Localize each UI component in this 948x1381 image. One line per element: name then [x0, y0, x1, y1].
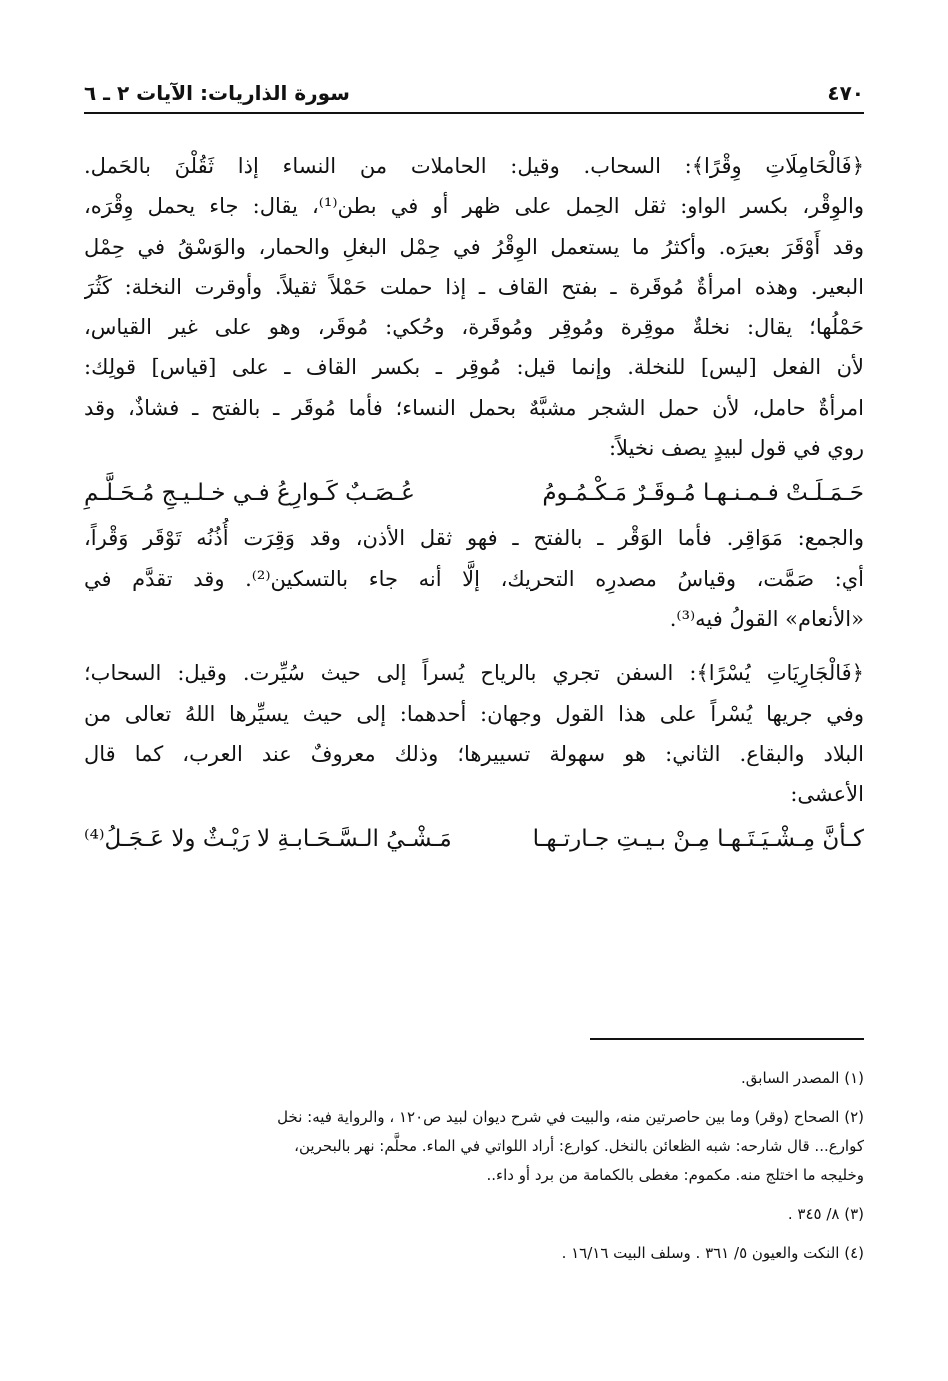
footnote-continuation: كوارع... قال شارحه: شبه الظعائن بالنخل. كوارع: أراد اللواتي في الماء. محلَّم: نهر بالبحرين، [294, 1137, 864, 1155]
text-line: والوِقْر، بكسر الواو: ثقل الحِمل على ظهر أو في بطن⁽¹⁾، يقال: جاء يحمل وِقْرَه، [84, 194, 864, 219]
running-header [84, 76, 864, 110]
main-text [84, 146, 864, 864]
poetry-verse [84, 468, 864, 518]
footnote: (٣) ٨/ ٣٤٥ . [787, 1205, 864, 1223]
text-line: ﴿فَالْجَارِيَاتِ يُسْرًا﴾: السفن تجري بالرياح يُسراً إلى حيث سُيِّرت. وقيل: السحاب؛ [84, 661, 864, 686]
text-line: وقد أَوْقَرَ بعيرَه. وأكثرُ ما يستعمل الوِقْرُ في حِمْل البغلِ والحمار، والوَسْقُ في حِمْل [84, 234, 864, 259]
footnotes [84, 1064, 864, 1268]
text-line: البلاد والبقاع. الثاني: هو سهولة تسييرها؛ وذلك معروفٌ عند العرب، كما قال [84, 741, 864, 766]
running-title: سورة الذاريات: الآيات ٢ ـ ٦ [84, 81, 350, 105]
text-line: امرأةٌ حامل، لأن حمل الشجر مشبَّهٌ بحمل النساء؛ فأما مُوقَر ـ بالفتح ـ فشاذٌ، وقد [84, 395, 864, 420]
footnote: (٢) الصحاح (وقر) وما بين حاصرتين منه، والبيت في شرح ديوان لبيد ص١٢٠ ، والرواية فيه: نخل [277, 1108, 864, 1126]
poetry-verse [84, 814, 864, 864]
footnote: (٤) النكت والعيون ٥/ ٣٦١ . وسلف البيت ١٦/١٦ . [561, 1244, 864, 1262]
verse-hemistich-first: كـأنَّ مِـشْـيَـتَـهـا مِـنْ بـيـتِ جـارتـهـا [532, 826, 864, 853]
footnote-continuation: وخليجه ما اختلج منه. مكموم: مغطى بالكمامة من برد أو داء.. [486, 1166, 864, 1184]
verse-hemistich-second: مَـشْـيُ الـسَّـحَـابـةِ لا رَيْـثٌ ولا عَـجَـلُ⁽⁴⁾ [84, 826, 452, 853]
paragraph-gap [84, 639, 864, 653]
text-line: «الأنعام» القولُ فيه⁽³⁾. [669, 606, 864, 631]
footnote: (١) المصدر السابق. [741, 1069, 864, 1087]
text-line: وفي جريها يُسْراً على هذا القول وجهان: أحدهما: إلى حيث يسيِّرها اللهُ تعالى من [84, 701, 864, 726]
text-line: روي في قول لبيدٍ يصف نخيلاً: [608, 436, 864, 461]
text-line: والجمع: مَوَاقِر. فأما الوَقْر ـ بالفتح ـ فهو ثقل الأذن، وقد وَقِرَت أُذُنُه تَوْقَر وَقْراً، [84, 526, 864, 551]
verse-hemistich-second: عُـصَـبٌ كَـوارِعُ فـي خـلـيـجِ مُـحَـلَّـمِ [84, 480, 415, 507]
footnote-rule [590, 1038, 864, 1040]
page-number: ٤٧٠ [827, 81, 864, 105]
text-line: حَمْلُها؛ يقال: نخلةٌ موقِرة ومُوقِر ومُوقَرة، وحُكي: مُوقَر، وهو على غير القياس، [84, 315, 864, 340]
text-line: البعير. وهذه امرأةٌ مُوقَرة ـ بفتح القاف ـ إذا حملت حَمْلاً ثقيلاً. وأوقرت النخلة: كَثُرَ [84, 274, 864, 299]
header-rule [84, 112, 864, 114]
text-line: أي: صَمَّت، وقياسُ مصدرِه التحريك، إلَّا أنه جاء بالتسكين⁽²⁾. وقد تقدَّم في [84, 566, 864, 591]
text-line: لأن الفعل [ليس] للنخلة. وإنما قيل: مُوقِر ـ بكسر القاف ـ على [قياس] قولِك: [84, 355, 864, 380]
text-line: الأعشى: [790, 782, 864, 807]
text-line: ﴿فَالْحَامِلَاتِ وِقْرًا﴾: السحاب. وقيل: الحاملات من النساء إذا ثَقُلْنَ بالحَمل. [84, 154, 864, 178]
verse-hemistich-first: حَـمَـلَـتْ فـمـنـهـا مُـوقَـرٌ مَـكْـمُـومُ [542, 480, 864, 507]
